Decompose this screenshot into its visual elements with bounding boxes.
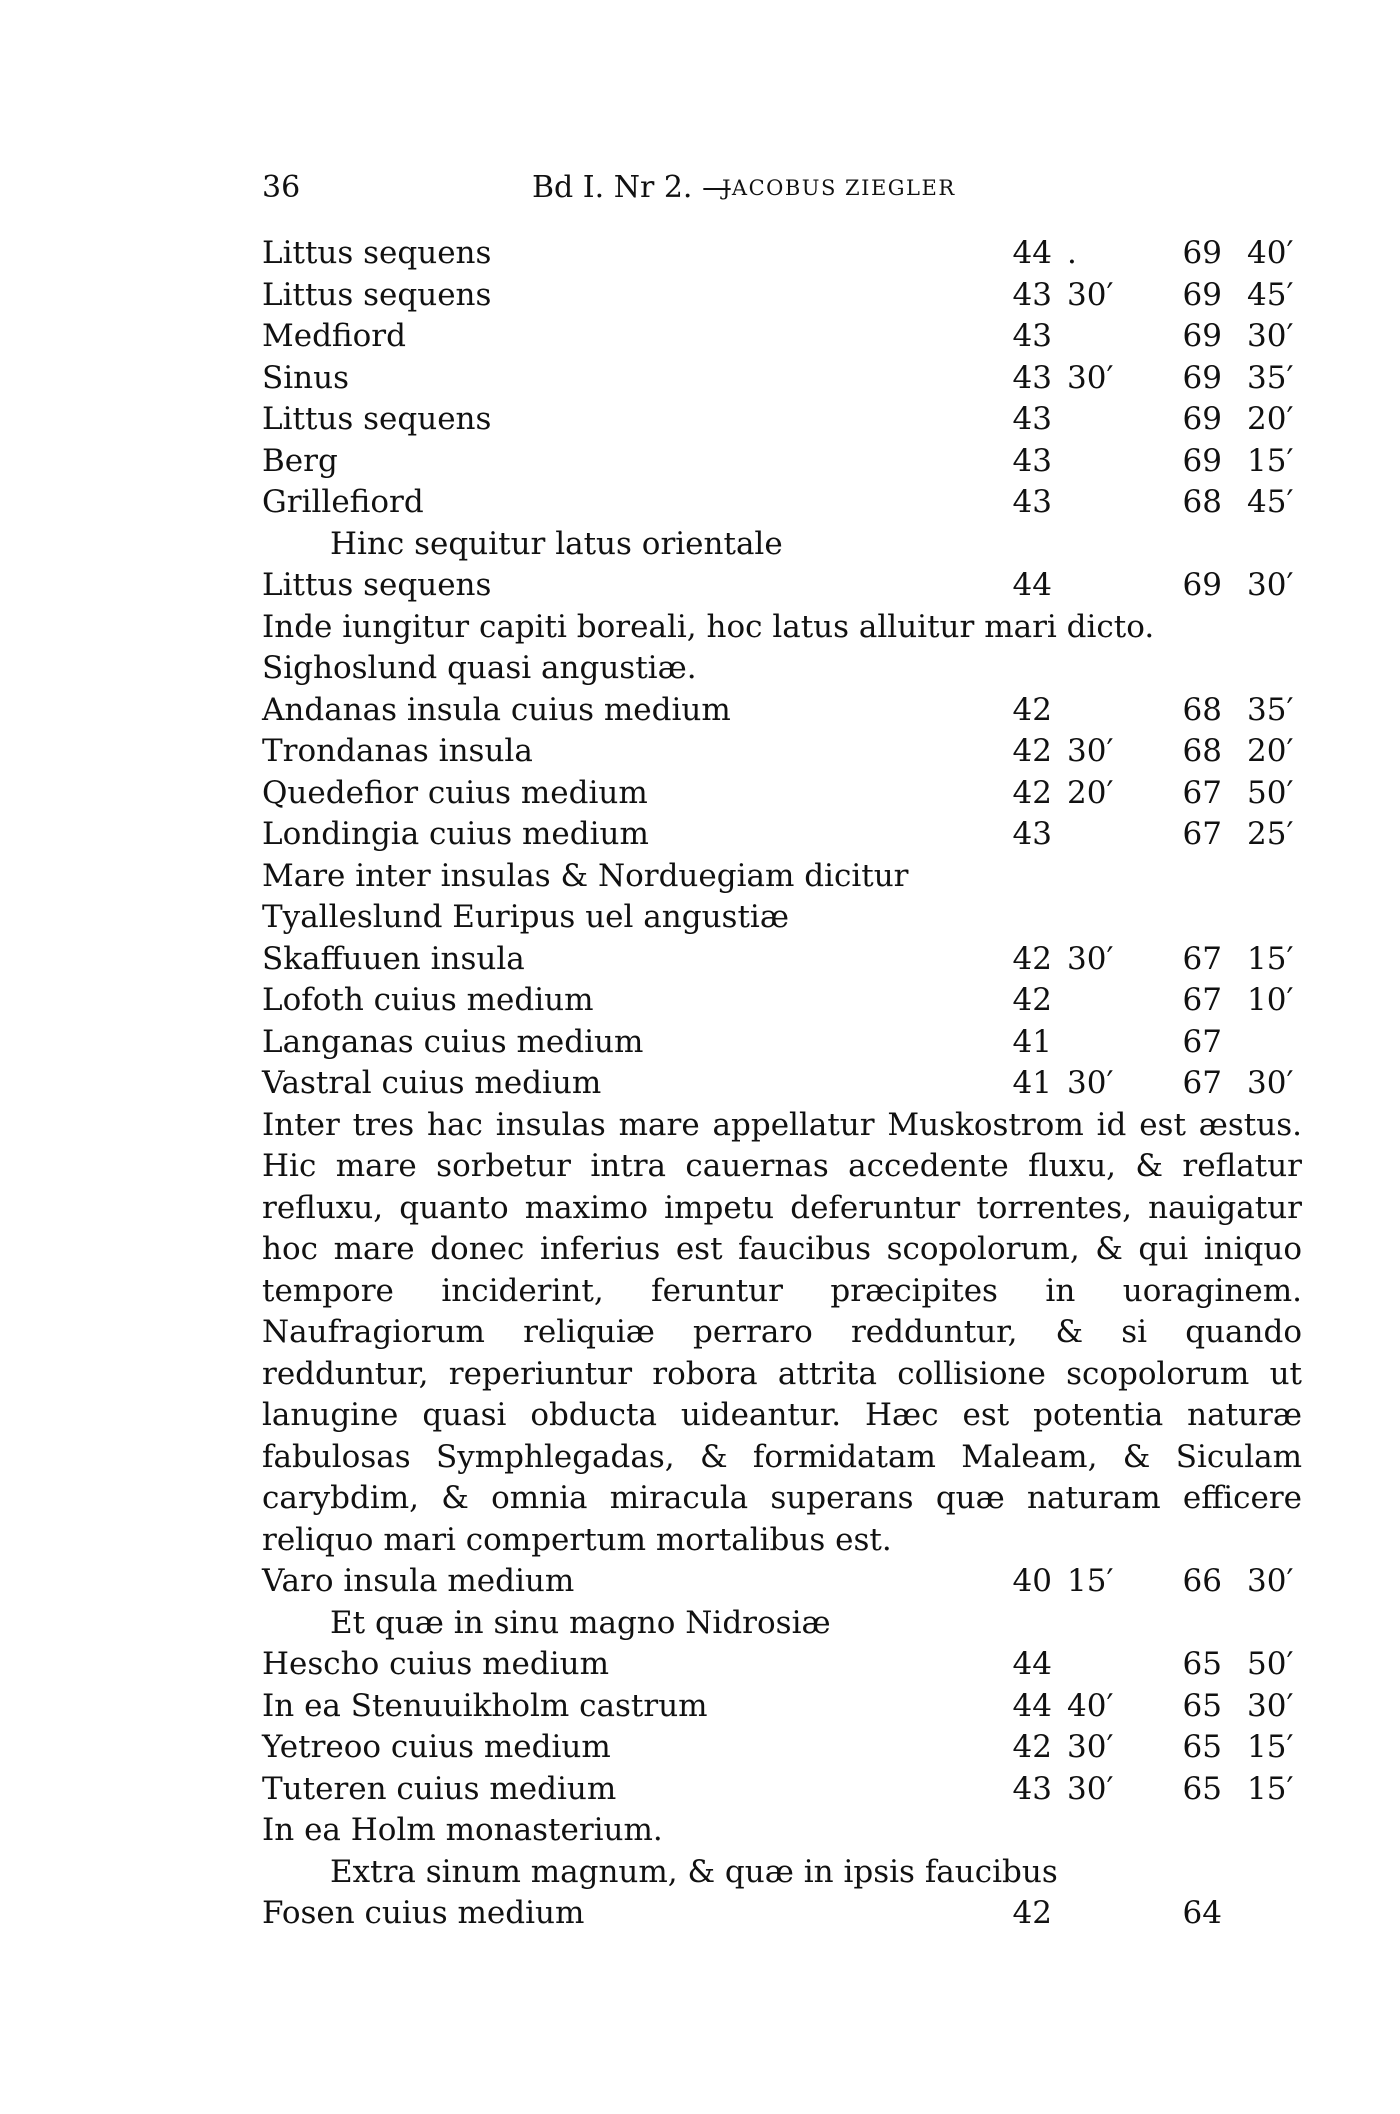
longitude-degrees: 42 bbox=[1012, 1895, 1052, 1931]
latitude-degrees: 67 bbox=[1182, 774, 1222, 811]
longitude-degrees: 40 bbox=[1012, 1563, 1052, 1599]
latitude-degrees: 65 bbox=[1182, 1729, 1222, 1765]
table-row bbox=[262, 1852, 1302, 1894]
table-row bbox=[262, 275, 1302, 317]
table-row bbox=[262, 1561, 1302, 1603]
longitude-minutes: 40′ bbox=[1067, 1687, 1114, 1724]
longitude-minutes: 30′ bbox=[1067, 1729, 1114, 1765]
latitude-minutes: 30′ bbox=[1247, 1687, 1294, 1724]
longitude-minutes: 30′ bbox=[1067, 359, 1114, 396]
latitude-degrees: 69 bbox=[1182, 318, 1222, 354]
table-row bbox=[262, 1022, 1302, 1064]
latitude-minutes: 35′ bbox=[1247, 691, 1294, 728]
table-row bbox=[262, 1893, 1302, 1935]
latitude-minutes: 15′ bbox=[1247, 1729, 1294, 1765]
latitude-minutes: 15′ bbox=[1247, 940, 1294, 977]
longitude-degrees: 43 bbox=[1012, 318, 1052, 354]
place-name: Littus sequens bbox=[262, 401, 492, 437]
place-name: Littus sequens bbox=[262, 567, 492, 603]
place-name: Et quæ in sinu magno Nidrosiæ bbox=[330, 1604, 831, 1641]
place-name: Fosen cuius medium bbox=[262, 1895, 585, 1931]
place-name: Yetreoo cuius medium bbox=[262, 1729, 611, 1765]
latitude-degrees: 69 bbox=[1182, 401, 1222, 437]
table-row bbox=[262, 731, 1302, 773]
latitude-minutes: 10′ bbox=[1247, 982, 1294, 1018]
longitude-degrees: 43 bbox=[1012, 816, 1052, 852]
table-row bbox=[262, 316, 1302, 358]
table-row bbox=[262, 980, 1302, 1022]
latitude-degrees: 67 bbox=[1182, 1023, 1222, 1060]
latitude-degrees: 68 bbox=[1182, 484, 1222, 520]
longitude-minutes: 15′ bbox=[1067, 1563, 1114, 1599]
longitude-minutes: . bbox=[1067, 235, 1077, 271]
latitude-minutes: 30′ bbox=[1247, 318, 1294, 354]
latitude-minutes: 45′ bbox=[1247, 276, 1294, 313]
longitude-degrees: 42 bbox=[1012, 940, 1052, 977]
latitude-minutes: 20′ bbox=[1247, 401, 1294, 437]
table-row bbox=[262, 773, 1302, 815]
latitude-degrees: 67 bbox=[1182, 940, 1222, 977]
latitude-degrees: 69 bbox=[1182, 276, 1222, 313]
latitude-minutes: 15′ bbox=[1247, 442, 1294, 479]
table-row bbox=[262, 482, 1302, 524]
place-name: Londingia cuius medium bbox=[262, 816, 649, 852]
latitude-degrees: 64 bbox=[1182, 1895, 1222, 1931]
latitude-degrees: 67 bbox=[1182, 816, 1222, 852]
latitude-minutes: 25′ bbox=[1247, 816, 1294, 852]
place-name: Varo insula medium bbox=[262, 1563, 575, 1599]
place-name: In ea Stenuuikholm castrum bbox=[262, 1687, 708, 1724]
longitude-degrees: 43 bbox=[1012, 442, 1052, 479]
latitude-minutes: 30′ bbox=[1247, 567, 1294, 603]
place-name: Mare inter insulas & Norduegiam dicitur bbox=[262, 857, 909, 894]
latitude-minutes: 30′ bbox=[1247, 1065, 1294, 1101]
table-row bbox=[262, 1769, 1302, 1811]
table-row bbox=[262, 441, 1302, 483]
latitude-minutes: 15′ bbox=[1247, 1770, 1294, 1807]
place-name: Sighoslund quasi angustiæ. bbox=[262, 650, 697, 686]
longitude-degrees: 43 bbox=[1012, 359, 1052, 396]
latitude-minutes: 40′ bbox=[1247, 235, 1294, 271]
longitude-degrees: 44 bbox=[1012, 235, 1052, 271]
latitude-degrees: 65 bbox=[1182, 1770, 1222, 1807]
longitude-degrees: 42 bbox=[1012, 691, 1052, 728]
table-row bbox=[262, 1727, 1302, 1769]
place-name: Inde iungitur capiti boreali, hoc latus alluitur mari dicto. bbox=[262, 608, 1155, 645]
table-row bbox=[262, 1063, 1302, 1105]
longitude-degrees: 42 bbox=[1012, 733, 1052, 769]
place-name: Quedefior cuius medium bbox=[262, 774, 648, 811]
latitude-degrees: 67 bbox=[1182, 982, 1222, 1018]
latitude-minutes: 20′ bbox=[1247, 733, 1294, 769]
table-row bbox=[262, 939, 1302, 981]
author-name: JACOBUS ZIEGLER bbox=[722, 176, 956, 200]
latitude-degrees: 65 bbox=[1182, 1687, 1222, 1724]
place-name: Hinc sequitur latus orientale bbox=[330, 525, 783, 562]
place-name: Littus sequens bbox=[262, 276, 492, 313]
latitude-degrees: 68 bbox=[1182, 733, 1222, 769]
place-name: Extra sinum magnum, & quæ in ipsis faucibus bbox=[330, 1853, 1058, 1890]
latitude-degrees: 66 bbox=[1182, 1563, 1222, 1599]
latitude-minutes: 50′ bbox=[1247, 774, 1294, 811]
longitude-minutes: 30′ bbox=[1067, 1065, 1114, 1101]
place-name: In ea Holm monasterium. bbox=[262, 1812, 663, 1848]
place-name: Sinus bbox=[262, 359, 349, 396]
table-row bbox=[262, 897, 1302, 939]
longitude-minutes: 30′ bbox=[1067, 940, 1114, 977]
longitude-degrees: 41 bbox=[1012, 1023, 1052, 1060]
latitude-minutes: 45′ bbox=[1247, 484, 1294, 520]
longitude-degrees: 42 bbox=[1012, 1729, 1052, 1765]
body-paragraph: Inter tres hac insulas mare appellatur Muskostrom id est æstus. Hic mare sorbetur intra cauernas accedente fluxu, & reflatur refluxu, quanto maximo impetu deferuntur torrentes, nauigatur hoc mare donec inferius est faucibus scopolorum, & qui iniquo tempore inciderint, feruntur præcipites in uoraginem. Naufragiorum reliquiæ perraro redduntur, & si quando redduntur, reperiuntur robora attrita collisione scopolorum ut lanugine quasi obducta uideantur. Hæc est potentia naturæ fabulosas Symphlegadas, & formidatam Maleam, & Siculam carybdim, & omnia miracula superans quæ naturam efficere reliquo mari compertum mortalibus est. bbox=[262, 1106, 1302, 1558]
table-row bbox=[262, 690, 1302, 732]
table-row bbox=[262, 524, 1302, 566]
table-row bbox=[262, 399, 1302, 441]
latitude-degrees: 65 bbox=[1182, 1646, 1222, 1682]
latitude-minutes: 50′ bbox=[1247, 1646, 1294, 1682]
place-name: Medfiord bbox=[262, 318, 406, 354]
longitude-degrees: 43 bbox=[1012, 484, 1052, 520]
longitude-degrees: 44 bbox=[1012, 1687, 1052, 1724]
place-name: Vastral cuius medium bbox=[262, 1065, 602, 1101]
latitude-minutes: 35′ bbox=[1247, 359, 1294, 396]
place-name: Berg bbox=[262, 442, 338, 479]
place-name: Tyalleslund Euripus uel angustiæ bbox=[262, 899, 789, 935]
place-name: Langanas cuius medium bbox=[262, 1023, 644, 1060]
longitude-minutes: 30′ bbox=[1067, 276, 1114, 313]
latitude-degrees: 69 bbox=[1182, 567, 1222, 603]
longitude-degrees: 44 bbox=[1012, 1646, 1052, 1682]
running-header bbox=[262, 166, 1302, 210]
coordinate-table bbox=[262, 233, 1302, 1935]
coordinate-rows-a bbox=[262, 233, 1302, 1105]
place-name: Trondanas insula bbox=[262, 733, 533, 769]
longitude-minutes: 30′ bbox=[1067, 733, 1114, 769]
longitude-minutes: 30′ bbox=[1067, 1770, 1114, 1807]
longitude-degrees: 42 bbox=[1012, 982, 1052, 1018]
place-name: Andanas insula cuius medium bbox=[262, 691, 731, 728]
longitude-degrees: 43 bbox=[1012, 1770, 1052, 1807]
latitude-minutes: 30′ bbox=[1247, 1563, 1294, 1599]
longitude-minutes: 20′ bbox=[1067, 774, 1114, 811]
longitude-degrees: 44 bbox=[1012, 567, 1052, 603]
table-row bbox=[262, 648, 1302, 690]
table-row bbox=[262, 565, 1302, 607]
longitude-degrees: 42 bbox=[1012, 774, 1052, 811]
latitude-degrees: 69 bbox=[1182, 235, 1222, 271]
place-name: Skaffuuen insula bbox=[262, 940, 525, 977]
place-name: Hescho cuius medium bbox=[262, 1646, 609, 1682]
table-row bbox=[262, 1686, 1302, 1728]
longitude-degrees: 41 bbox=[1012, 1065, 1052, 1101]
table-row bbox=[262, 607, 1302, 649]
table-row bbox=[262, 814, 1302, 856]
table-row bbox=[262, 233, 1302, 275]
latitude-degrees: 69 bbox=[1182, 442, 1222, 479]
latitude-degrees: 69 bbox=[1182, 359, 1222, 396]
page-number: 36 bbox=[262, 170, 301, 205]
longitude-degrees: 43 bbox=[1012, 276, 1052, 313]
table-row bbox=[262, 1644, 1302, 1686]
latitude-degrees: 68 bbox=[1182, 691, 1222, 728]
table-row bbox=[262, 1603, 1302, 1645]
place-name: Lofoth cuius medium bbox=[262, 982, 594, 1018]
volume-label: Bd I. Nr 2. — bbox=[532, 170, 732, 205]
longitude-degrees: 43 bbox=[1012, 401, 1052, 437]
place-name: Grillefiord bbox=[262, 484, 424, 520]
latitude-degrees: 67 bbox=[1182, 1065, 1222, 1101]
table-row bbox=[262, 358, 1302, 400]
place-name: Littus sequens bbox=[262, 235, 492, 271]
table-row bbox=[262, 856, 1302, 898]
table-row bbox=[262, 1810, 1302, 1852]
coordinate-rows-b bbox=[262, 1561, 1302, 1935]
place-name: Tuteren cuius medium bbox=[262, 1770, 617, 1807]
